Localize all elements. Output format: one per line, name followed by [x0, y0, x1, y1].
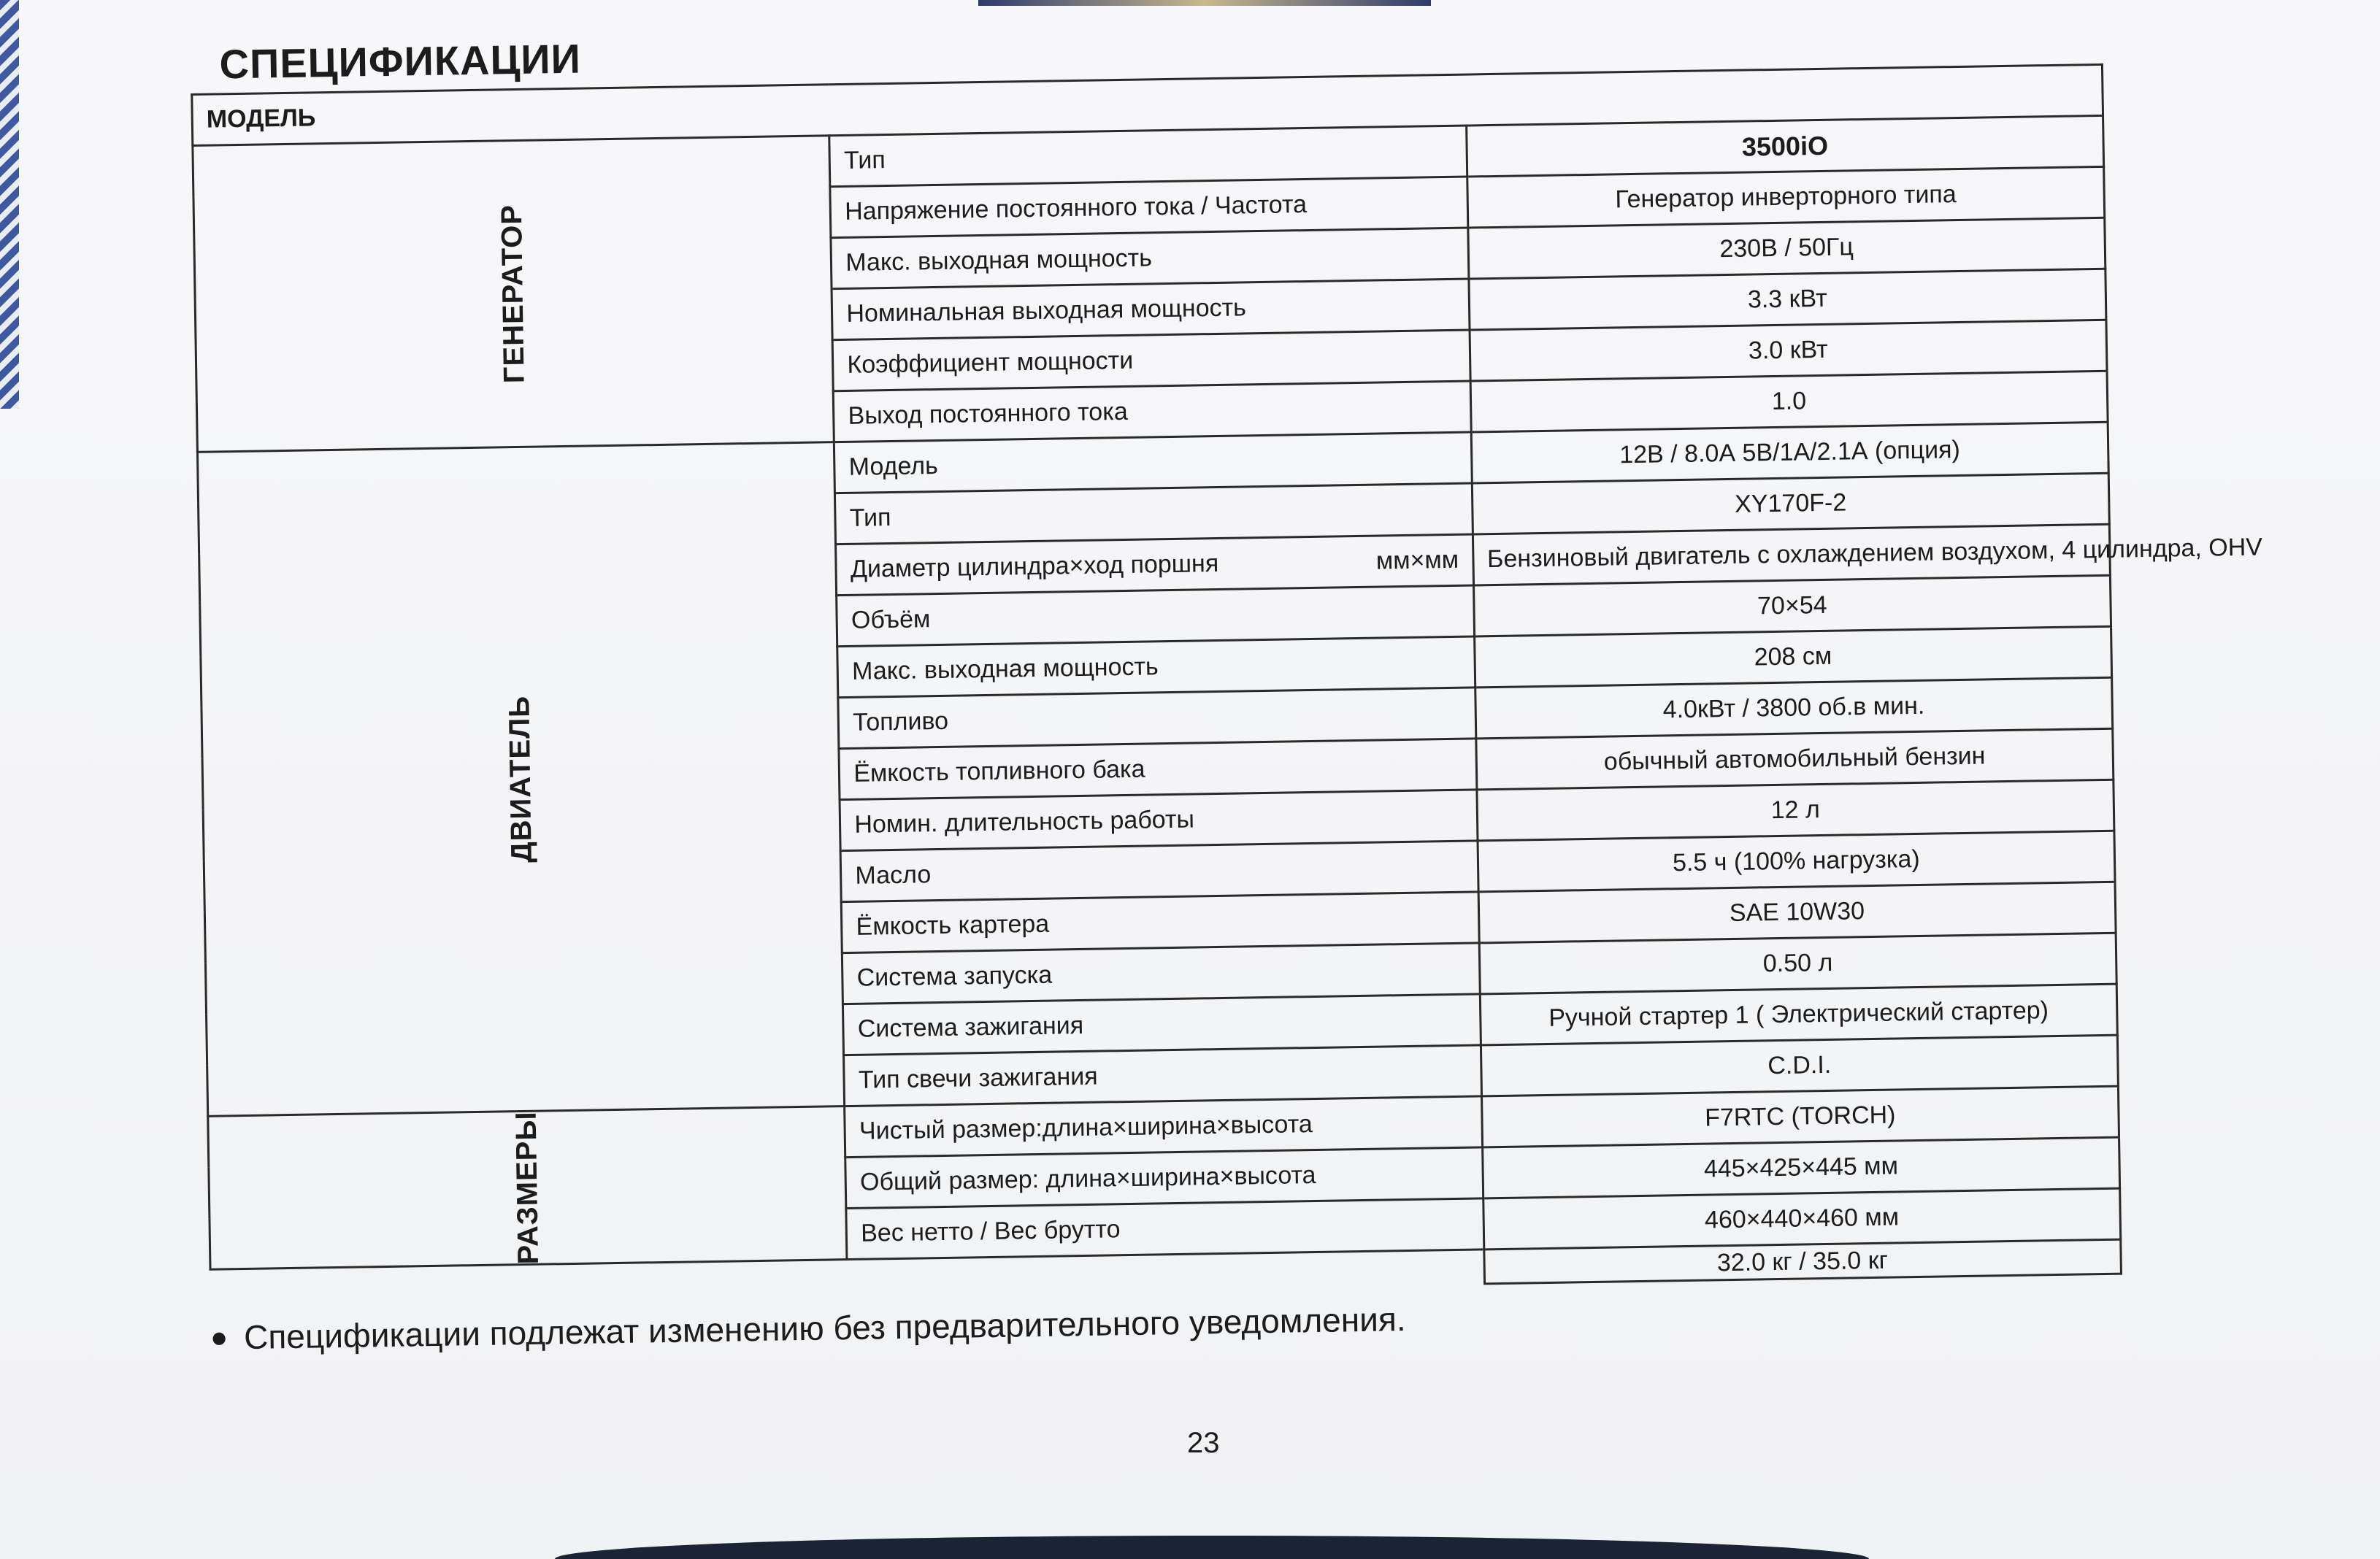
param-label: Выход постоянного тока — [848, 397, 1128, 430]
value-cell: F7RTC (TORCH) — [1481, 1086, 2119, 1147]
param-wrap — [860, 1159, 1469, 1197]
param-label: Вес нетто / Вес брутто — [860, 1215, 1121, 1247]
model-header: МОДЕЛЬ — [192, 64, 2103, 145]
param-wrap — [856, 904, 1465, 942]
param-label: Тип — [849, 503, 891, 532]
param-label: Макс. выходная мощность — [851, 653, 1159, 685]
param-wrap — [851, 546, 1459, 584]
value-cell: 3.0 кВт — [1470, 320, 2107, 381]
param-label: Тип — [843, 146, 886, 174]
bullet-icon: ● — [210, 1320, 229, 1354]
section-label-cell — [197, 442, 845, 1117]
param-wrap — [844, 137, 1453, 175]
param-label: Диаметр цилиндра×ход поршня — [850, 549, 1219, 583]
param-wrap — [845, 188, 1454, 226]
param-wrap — [850, 495, 1459, 533]
value-cell: 12 л — [1477, 780, 2114, 841]
value-cell: 3500iO — [1466, 115, 2103, 177]
param-wrap — [859, 1057, 1467, 1095]
section-label: ГЕНЕРАТОР — [495, 204, 531, 384]
param-wrap — [852, 648, 1461, 686]
section-label: РАЗМЕРЫ — [510, 1111, 545, 1265]
param-label: Система запуска — [856, 961, 1053, 992]
value-cell: 0.50 л — [1479, 933, 2116, 994]
footnote-text: Спецификации подлежат изменению без предварительного уведомления. — [243, 1300, 1406, 1357]
param-label: Модель — [848, 451, 939, 481]
section-label-cell — [193, 136, 834, 453]
param-label: Ёмкость топливного бака — [853, 755, 1145, 788]
value-cell: 5.5 ч (100% нагрузка) — [1478, 831, 2115, 892]
value-cell: SAE 10W30 — [1478, 882, 2116, 943]
param-wrap — [853, 699, 1462, 737]
param-wrap — [845, 239, 1454, 277]
param-wrap — [851, 597, 1460, 635]
param-wrap — [854, 801, 1463, 839]
param-wrap — [856, 955, 1465, 993]
param-label: Объём — [851, 605, 931, 634]
value-cell: C.D.I. — [1481, 1035, 2118, 1096]
value-cell: 3.3 кВт — [1469, 269, 2106, 330]
section-label: ДВИАТЕЛЬ — [503, 695, 538, 863]
value-cell: Генератор инверторного типа — [1467, 166, 2104, 228]
spec-content — [190, 6, 2263, 1358]
value-cell: 445×425×445 мм — [1482, 1137, 2119, 1198]
trailing-value-cell: 32.0 кг / 35.0 кг — [1483, 1239, 2121, 1284]
bottom-edge-shadow — [555, 1536, 1869, 1559]
spec-table — [191, 63, 2263, 1305]
param-wrap — [861, 1210, 1470, 1248]
param-wrap — [855, 852, 1464, 890]
param-label: Масло — [855, 861, 932, 890]
param-label: Топливо — [852, 707, 949, 736]
page-title: СПЕЦИФИКАЦИИ — [219, 35, 582, 88]
param-wrap — [853, 750, 1462, 788]
param-wrap — [859, 1108, 1468, 1146]
param-wrap — [846, 290, 1455, 328]
param-label: Система зажигания — [857, 1011, 1084, 1043]
param-wrap — [847, 342, 1456, 380]
value-cell: 460×440×460 мм — [1483, 1188, 2120, 1250]
param-label: Напряжение постоянного тока / Частота — [844, 190, 1308, 226]
value-cell: 1.0 — [1470, 371, 2108, 432]
value-cell: 70×54 — [1473, 575, 2111, 636]
value-cell: 12В / 8.0А 5В/1А/2.1А (опция) — [1471, 422, 2108, 483]
param-label: Общий размер: длина×ширина×высота — [859, 1160, 1316, 1196]
param-wrap — [848, 393, 1456, 431]
section-label-cell — [208, 1106, 848, 1270]
value-cell: XY170F-2 — [1472, 473, 2109, 534]
value-cell: обычный автомобильный бензин — [1475, 728, 2113, 790]
param-label: Коэффициент мощности — [847, 346, 1134, 379]
value-cell: Бензиновый двигатель с охлаждением воздухом, 4 цилиндра, OHV — [1473, 524, 2110, 585]
param-wrap — [848, 444, 1457, 482]
value-cell: Ручной стартер 1 ( Электрический стартер) — [1480, 984, 2117, 1045]
page-number: 23 — [1187, 1427, 1220, 1459]
param-label: Номин. длительность работы — [854, 805, 1195, 839]
param-label: Ёмкость картера — [856, 909, 1050, 941]
binding-edge — [0, 0, 19, 409]
param-label: Макс. выходная мощность — [845, 244, 1153, 277]
top-edge-strip — [978, 0, 1431, 6]
value-cell: 230В / 50Гц — [1467, 218, 2105, 279]
param-label: Чистый размер:длина×ширина×высота — [859, 1110, 1313, 1145]
param-label: Тип свечи зажигания — [858, 1062, 1098, 1094]
value-cell: 208 см — [1474, 626, 2111, 688]
value-cell: 4.0кВт / 3800 об.в мин. — [1475, 677, 2112, 739]
param-unit: мм×мм — [1375, 545, 1459, 575]
param-wrap — [858, 1006, 1467, 1044]
param-label: Номинальная выходная мощность — [846, 293, 1247, 328]
